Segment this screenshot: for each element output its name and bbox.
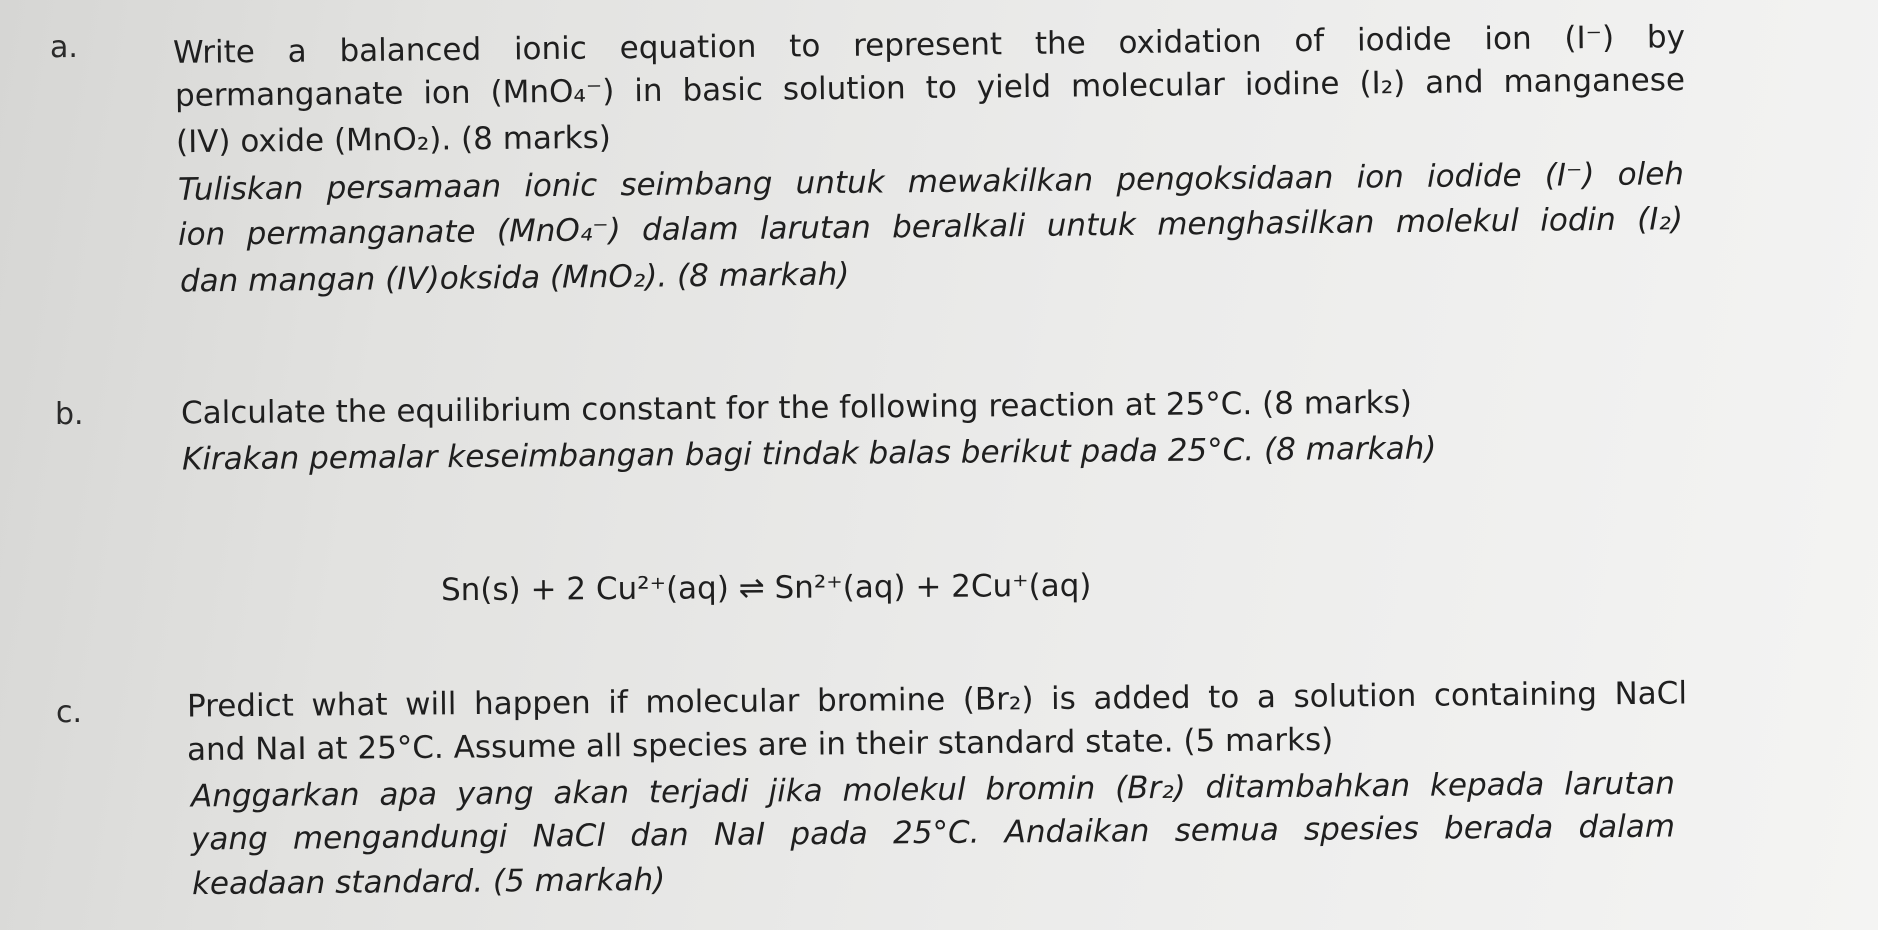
question-label: c. bbox=[56, 695, 83, 730]
question-text-english: and NaI at 25°C. Assume all species are in their standard state. (5 marks) bbox=[186, 721, 1334, 769]
question-text-malay: yang mengandungi NaCl dan NaI pada 25°C. Andaikan semua spesies berada dalam bbox=[190, 808, 1676, 858]
question-text-english: permanganate ion (MnO₄⁻) in basic solution to yield molecular iodine (I₂) and manganese bbox=[174, 62, 1686, 114]
question-text-english: (IV) oxide (MnO₂). (8 marks) bbox=[175, 119, 612, 161]
question-text-english: Calculate the equilibrium constant for the following reaction at 25°C. (8 marks) bbox=[180, 384, 1413, 432]
question-label: b. bbox=[55, 397, 84, 432]
reaction-equation: Sn(s) + 2 Cu²⁺(aq) ⇌ Sn²⁺(aq) + 2Cu⁺(aq) bbox=[440, 567, 1092, 609]
question-text-english: Predict what will happen if molecular bromine (Br₂) is added to a solution containing NaCl bbox=[186, 675, 1688, 725]
question-text-malay: Kirakan pemalar keseimbangan bagi tindak balas berikut pada 25°C. (8 markah) bbox=[181, 430, 1437, 478]
question-text-malay: dan mangan (IV)oksida (MnO₂). (8 markah) bbox=[179, 256, 850, 300]
question-text-malay: keadaan standard. (5 markah) bbox=[191, 861, 666, 903]
question-text-malay: Anggarkan apa yang akan terjadi jika molekul bromin (Br₂) ditambahkan kepada larutan bbox=[190, 765, 1676, 815]
question-text-malay: Tuliskan persamaan ionic seimbang untuk mewakilkan pengoksidaan ion iodide (I⁻) oleh bbox=[177, 156, 1685, 208]
question-label: a. bbox=[50, 30, 78, 65]
question-text-malay: ion permanganate (MnO₄⁻) dalam larutan beralkali untuk menghasilkan molekul iodin (I₂) bbox=[177, 201, 1684, 253]
question-text-english: Write a balanced ionic equation to represent the oxidation of iodide ion (I⁻) by bbox=[172, 19, 1686, 71]
